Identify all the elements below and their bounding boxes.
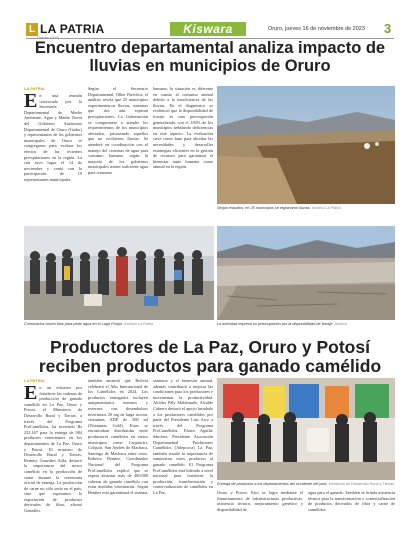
article2-headline: Productores de La Paz, Oruro y Potosí reciben productos para ganado camélido	[38, 337, 382, 376]
landscape-image-icon	[217, 86, 395, 204]
article1-photo3-caption: La actividad expresó su preocupación por la disponibilidad de forraje Archivo	[217, 322, 348, 326]
article1-photo-lakebed	[217, 226, 395, 320]
article2-column-3	[153, 378, 213, 528]
lakebed-image-icon	[217, 226, 395, 320]
article2-body-4: Oruro y Potosí. Esto se logra mediante el financiamiento de infraestructuras productivas, asistencia técnica, mejoramiento genético y disponibilidad de	[217, 490, 303, 512]
article1-photo2-caption: Comunarios hacen filas para pedir agua en el Lago Poopó Archivo La Patria	[24, 322, 154, 326]
section-banner: Kiswara	[170, 22, 246, 36]
article2-dropcap: E	[24, 382, 38, 404]
masthead	[0, 0, 420, 38]
article2-photo-caption: Entrega de productos a los departamentos del occidente del país Ministerio de Desarrollo Rural y Tierras	[217, 482, 395, 486]
people-queue-image-icon	[24, 226, 214, 320]
article1-dropcap: E	[24, 90, 38, 112]
article1-body-3: humano, la situación es diferente en cuanto al consumo animal debido a la insuficiencia de las lluvias. En el diagnóstico se evidenció que la disponibilidad de forraje es una preocupación generalizada, con el 100% de los municipios señalando deficiencias en este aspecto. La evaluación sirve como base para abordar las necesidades y desarrollar estrategias eficientes en la gestión de recursos para garantizar el bienestar tanto humano como animal en la región.	[153, 86, 213, 170]
article2-section-label: LA PATRIA	[24, 378, 45, 383]
article2-column-2	[88, 378, 148, 528]
article1-column-1	[24, 86, 82, 196]
article2-body-5: agua para el ganado. También se brinda asistencia técnica para la transformación y comercialización de productos derivados de fibra y carne de camélidos.	[308, 490, 395, 512]
logo-mark-icon: L	[26, 23, 38, 36]
page-number: 3	[384, 21, 392, 36]
article2-column-5	[308, 490, 395, 530]
article1-headline: Encuentro departamental analiza impacto de lluvias en municipios de Oruro	[34, 39, 386, 75]
article1-photo1-caption: Según estudios, en 25 municipios se registraron lluvias Archivo La Patria	[217, 206, 341, 210]
article2-photo-delivery	[217, 378, 395, 480]
article1-column-2	[88, 86, 148, 226]
article1-photo-queue	[24, 226, 214, 320]
article2-body-2: también anunció que Bolivia celebrará el Año Internacional de los Camélidos en 2024. Los productos entregados incluyen antiparasitarios internos y externos con desembolsos invertimos 20 mg de larga acción, vitaminas ADE de 500 ml (Vitaminas Gold). Estas se encontraban distribuidas entre productores camélidos en varios municipios como Caquiaviri, Colquiri, San Andrés de Machaca, Santiago de Machaca entre otros. Roberto Benítez, Coordinador Nacional del Programa ProCamélidos explicó que se espera alcanzar más de 400.000 cabezas de ganado camélido con estas medidas veterinarias. Según Benítez esto garantizará el sistema	[88, 378, 148, 495]
article2-body-1: n un esfuerzo por fortalecer las cadenas de producción de ganado camélido en La Paz, Oruro y Potosí, el Ministerio de Desarrollo Rural y Tierras, a través del Programa ProCamélidos, ha invertido Bs 252.167 para la entrega de 984 productos veterinarios en los departamentos de La Paz, Oruro y Potosí. El ministro de Desarrollo Rural y Tierras, Remmy Gonzáles Atila, destacó la importancia del sector camélido en la producción de carne durante la ceremonia oficial de entrega. La producción de carne no sólo sería en el país, sino que esperamos la exportación de productos derivados de fibra, afirmó Gonzáles.	[24, 385, 82, 514]
delivery-image-icon	[217, 378, 395, 480]
article1-column-3	[153, 86, 213, 226]
article1-photo-landscape	[217, 86, 395, 204]
article2-body-3: sanitario y el bienestar animal, además contribuirá a mejorar las condiciones para los productores e incrementar la productividad. Alcides Pály Maldonado, Alcalde Cabrero destacó el apoyo brindado a los productores camélidos por parte del Presidente Luis Arce a través del Programa ProCamélidos. Efrain Aguilar Sánchez, Presidente Asociación Departamental Productores Camélidos (Adepcoca) La Paz, también resaltó la importancia de suministrar estos productos al ganado camélido. El Programa ProCamélidos está liderado a nivel nacional para fortalecer la producción, transformación y comercialización de camélidos en La Paz,	[153, 378, 213, 495]
logo-text: LA PATRIA	[40, 22, 105, 36]
dateline: Oruro, jueves 16 de noviembre de 2023	[268, 26, 365, 32]
article2-column-4	[217, 490, 303, 530]
article2-column-1	[24, 378, 82, 528]
article1-section-label: LA PATRIA	[24, 86, 45, 91]
article1-body-2: Según el Secretario Departamental, Olber Parivilca, el análisis revela que 25 municipios experimentaron lluvias, mientras que dos aún esperan precipitaciones. La Gobernación se compromete a atender los requerimientos de los municipios afectados, priorizando aquellos que no recibieron lluvias. Se atenderá en coordinación con el manejo del cisternas de agua para consumo humano, según la mayoría de los gobiernos municipales tienen suficiente agua para consumo	[88, 86, 148, 175]
article1-body-1: n una reunión convocada por la Secretaría Departamental de Medio Ambiente, Agua y Madre Tierra del Gobierno Autónomo Departamental de Oruro (Gador) y representantes de los gobiernos municipales de Oruro se congregaron para evaluar los efectos de las recientes precipitaciones en la región. La cita tuvo lugar el 14 de noviembre y contó con la participación de 19 representantes municipales.	[24, 93, 82, 182]
newspaper-logo[interactable]	[26, 22, 104, 36]
